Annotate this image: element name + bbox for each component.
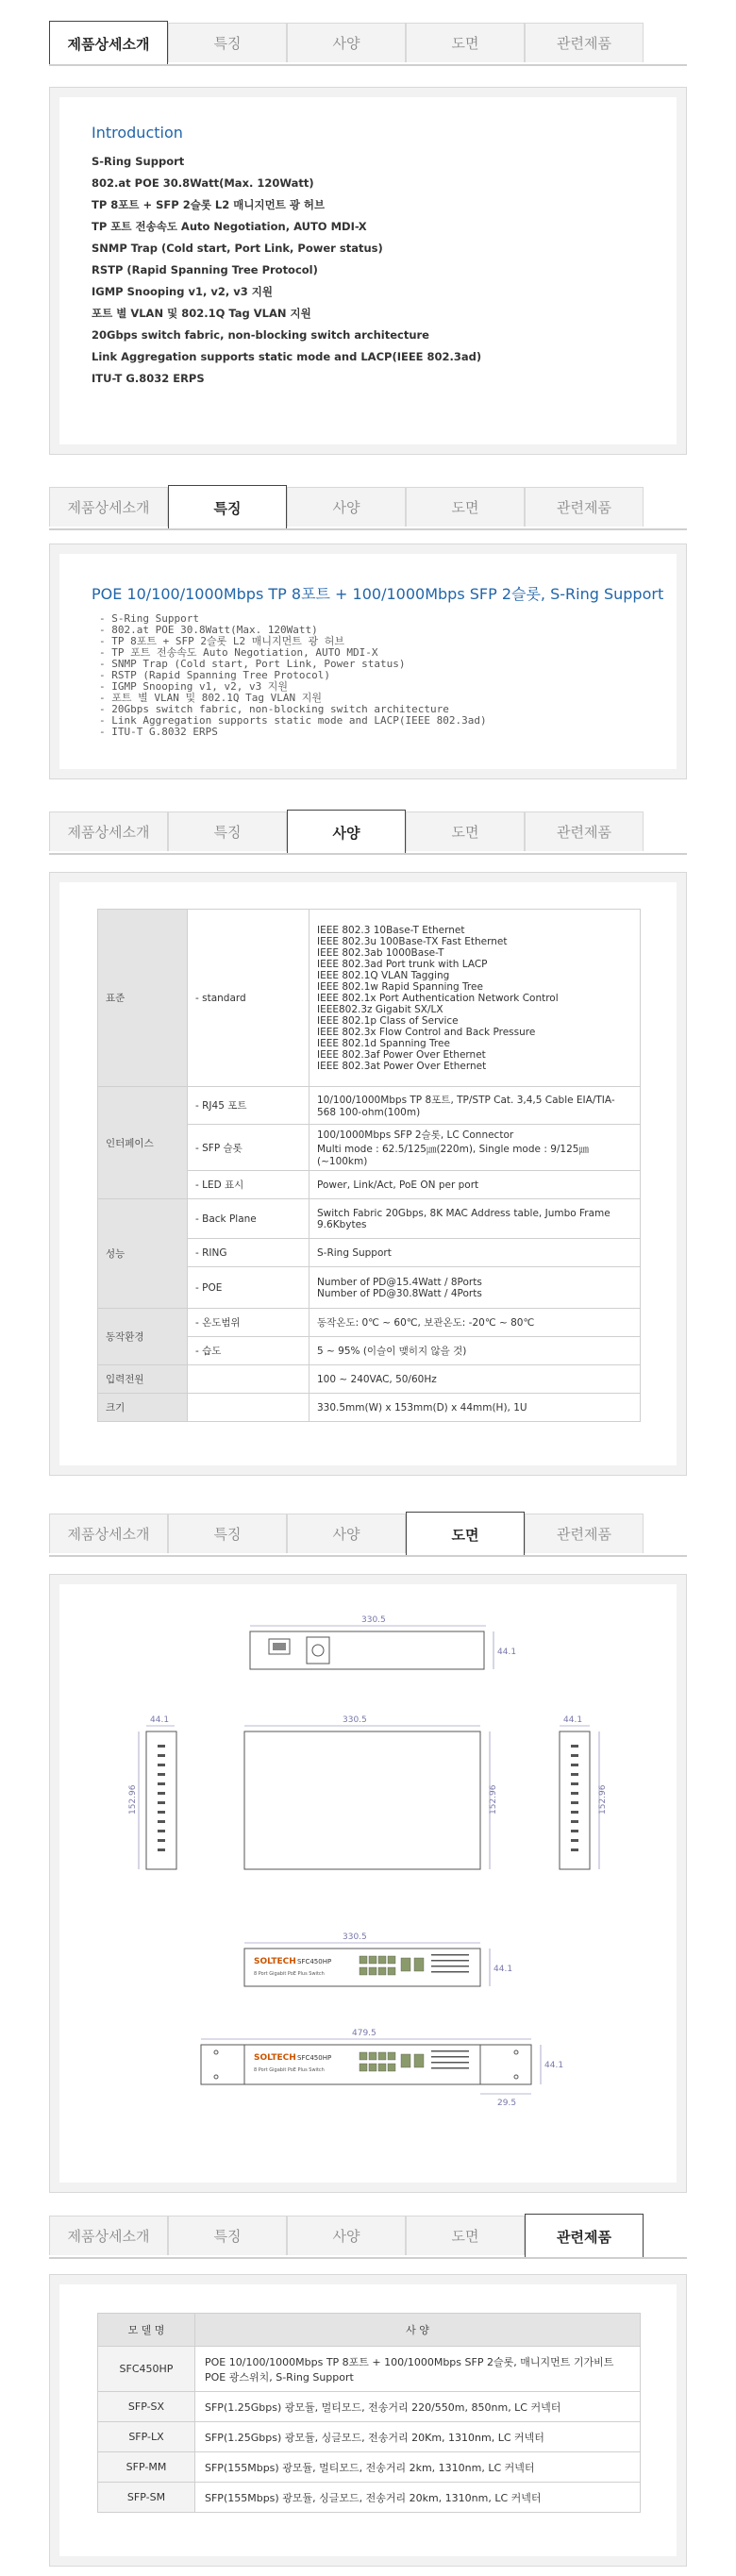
spec-subcategory: - POE	[188, 1267, 309, 1309]
front-view	[244, 1932, 512, 1986]
tab-specs[interactable]: 사양	[287, 1514, 406, 1553]
feature-item: - TP 8포트 + SFP 2슬롯 L2 매니지먼트 광 허브	[99, 635, 344, 647]
spec-line: IEEE 802.3af Power Over Ethernet	[317, 1048, 486, 1061]
tab-drawing[interactable]: 도면	[406, 1512, 525, 1555]
dim-right-depth-label: 152.96	[598, 1784, 608, 1815]
tab-specs[interactable]: 사양	[287, 23, 406, 62]
spec-line: IEEE802.3z Gigabit SX/LX	[317, 1003, 443, 1015]
spec-subcategory: - RJ45 포트	[188, 1087, 309, 1125]
table-row	[98, 1309, 641, 1337]
features-panel	[49, 544, 687, 779]
table-row	[98, 910, 641, 1087]
dim-front-width-label: 330.5	[343, 1932, 367, 1942]
tab-related[interactable]: 관련제품	[525, 1514, 644, 1553]
spec-value: 10/100/1000Mbps TP 8포트, TP/STP Cat. 3,4,5 Cable EIA/TIA-568 100-ohm(100m)	[309, 1087, 641, 1125]
table-row	[98, 1087, 641, 1125]
brand-logo: SOLTECH	[254, 1957, 296, 1966]
spec-subcategory: - 온도범위	[188, 1309, 309, 1337]
spec-line: IEEE 802.1x Port Authentication Network Control	[317, 992, 559, 1004]
spec-line: IEEE 802.3ab 1000Base-T	[317, 946, 444, 959]
feature-item: - 802.at POE 30.8Watt(Max. 120Watt)	[99, 624, 318, 636]
dim-top-depth-label: 152.96	[489, 1784, 498, 1815]
product-spec: SFP(155Mbps) 광모듈, 멀티모드, 전송거리 2km, 1310nm, LC 커넥터	[195, 2452, 641, 2483]
spec-category: 인터페이스	[98, 1087, 188, 1199]
top-view	[244, 1715, 498, 1869]
product-model[interactable]: SFP-LX	[98, 2422, 195, 2452]
spec-subcategory: - Back Plane	[188, 1199, 309, 1239]
feature-item: - ITU-T G.8032 ERPS	[99, 726, 218, 738]
product-spec: SFP(155Mbps) 광모듈, 싱글모드, 전송거리 20km, 1310nm, LC 커넥터	[195, 2483, 641, 2513]
tab-related[interactable]: 관련제품	[525, 487, 644, 527]
spec-category: 입력전원	[98, 1365, 188, 1394]
spec-value: Power, Link/Act, PoE ON per port	[309, 1171, 641, 1199]
spec-subcategory: - SFP 슬롯	[188, 1125, 309, 1171]
right-side-view	[560, 1715, 608, 1869]
tab-detail[interactable]: 제품상세소개	[49, 487, 168, 527]
spec-value: 100 ~ 240VAC, 50/60Hz	[309, 1365, 641, 1394]
spec-table	[97, 909, 641, 1422]
feature-item: - S-Ring Support	[99, 612, 199, 625]
intro-line: TP 포트 전송속도 Auto Negotiation, AUTO MDI-X	[92, 220, 367, 233]
tab-features[interactable]: 특징	[168, 23, 287, 62]
product-model[interactable]: SFC450HP	[98, 2347, 195, 2392]
dim-height-label: 44.1	[497, 1648, 517, 1657]
tab-detail[interactable]: 제품상세소개	[49, 2216, 168, 2255]
feature-item: - 20Gbps switch fabric, non-blocking switch architecture	[99, 703, 449, 715]
spec-line: Number of PD@15.4Watt / 8Ports	[317, 1276, 482, 1288]
spec-value: S-Ring Support	[309, 1239, 641, 1267]
tab-features[interactable]: 특징	[168, 2216, 287, 2255]
spec-subcategory	[188, 1365, 309, 1394]
product-spec: SFP(1.25Gbps) 광모듈, 싱글모드, 전송거리 20Km, 1310nm, LC 커넥터	[195, 2422, 641, 2452]
dim-depth-label: 152.96	[128, 1784, 138, 1815]
spec-line: 100/1000Mbps SFP 2슬롯, LC Connector	[317, 1129, 514, 1141]
intro-line: S-Ring Support	[92, 155, 185, 168]
table-header-row	[98, 2314, 641, 2347]
spec-value: 330.5mm(W) x 153mm(D) x 44mm(H), 1U	[309, 1394, 641, 1422]
dim-top-width-label: 330.5	[343, 1715, 367, 1725]
spec-line: IEEE 802.3u 100Base-TX Fast Ethernet	[317, 935, 508, 947]
table-row	[98, 2452, 641, 2483]
technical-drawing	[59, 1584, 677, 2183]
intro-line: IGMP Snooping v1, v2, v3 지원	[92, 285, 273, 298]
spec-category: 동작환경	[98, 1309, 188, 1365]
left-side-view	[128, 1715, 176, 1869]
spec-line: IEEE 802.3ad Port trunk with LACP	[317, 958, 488, 970]
spec-line: IEEE 802.3x Flow Control and Back Pressure	[317, 1026, 536, 1038]
spec-line: IEEE 802.1w Rapid Spanning Tree	[317, 980, 483, 993]
tab-features[interactable]: 특징	[168, 485, 287, 528]
product-model[interactable]: SFP-MM	[98, 2452, 195, 2483]
tab-drawing[interactable]: 도면	[406, 811, 525, 851]
dim-rack-width-label: 479.5	[352, 2029, 376, 2038]
spec-line: IEEE 802.3 10Base-T Ethernet	[317, 924, 465, 936]
specs-panel	[49, 872, 687, 1476]
spec-value: 동작온도: 0℃ ~ 60℃, 보관온도: -20℃ ~ 80℃	[309, 1309, 641, 1337]
product-spec: SFP(1.25Gbps) 광모듈, 멀티모드, 전송거리 220/550m, 850nm, LC 커넥터	[195, 2392, 641, 2422]
device-subtitle: 8 Port Gigabit PoE Plus Switch	[254, 1971, 325, 1977]
product-model[interactable]: SFP-SX	[98, 2392, 195, 2422]
dim-side-height-label: 44.1	[150, 1715, 170, 1725]
tab-related[interactable]: 관련제품	[525, 23, 644, 62]
table-row	[98, 1199, 641, 1239]
spec-category: 성능	[98, 1199, 188, 1309]
device-subtitle: 8 Port Gigabit PoE Plus Switch	[254, 2067, 325, 2073]
intro-line: RSTP (Rapid Spanning Tree Protocol)	[92, 263, 318, 276]
spec-line: IEEE 802.1Q VLAN Tagging	[317, 969, 450, 981]
tab-detail[interactable]: 제품상세소개	[49, 1514, 168, 1553]
dim-ear-label: 29.5	[497, 2099, 517, 2108]
tab-drawing[interactable]: 도면	[406, 2216, 525, 2255]
spec-value: 5 ~ 95% (이슬이 맺히지 않을 것)	[309, 1337, 641, 1365]
model-label: SFC450HP	[297, 2054, 332, 2062]
model-label: SFC450HP	[297, 1958, 332, 1965]
feature-item: - IGMP Snooping v1, v2, v3 지원	[99, 680, 289, 693]
related-panel	[49, 2274, 687, 2567]
column-header-spec: 사 양	[195, 2314, 641, 2347]
rack-front-view	[201, 2029, 563, 2108]
spec-subcategory: - standard	[188, 910, 309, 1087]
table-row	[98, 2347, 641, 2392]
tab-related[interactable]: 관련제품	[525, 2214, 644, 2257]
spec-line: IEEE 802.1p Class of Service	[317, 1014, 459, 1027]
spec-category: 크기	[98, 1394, 188, 1422]
spec-line: IEEE 802.1d Spanning Tree	[317, 1037, 450, 1049]
spec-line: Multi mode : 62.5/125㎛(220m), Single mode : 9/125㎛(~100km)	[317, 1144, 589, 1167]
tab-drawing[interactable]: 도면	[406, 487, 525, 527]
intro-line: ITU-T G.8032 ERPS	[92, 372, 205, 385]
spec-value	[309, 1125, 641, 1171]
table-row	[98, 2483, 641, 2513]
tab-features[interactable]: 특징	[168, 1514, 287, 1553]
dim-right-height-label: 44.1	[563, 1715, 583, 1725]
spec-value	[309, 910, 641, 1087]
intro-panel	[49, 87, 687, 455]
intro-line: TP 8포트 + SFP 2슬롯 L2 매니지먼트 광 허브	[92, 198, 326, 211]
feature-item: - 포트 별 VLAN 및 802.1Q Tag VLAN 지원	[99, 692, 322, 704]
tab-detail[interactable]: 제품상세소개	[49, 21, 168, 64]
feature-item: - SNMP Trap (Cold start, Port Link, Power status)	[99, 658, 406, 670]
spec-value: Switch Fabric 20Gbps, 8K MAC Address table, Jumbo Frame 9.6Kbytes	[309, 1199, 641, 1239]
table-row	[98, 1365, 641, 1394]
tab-drawing[interactable]: 도면	[406, 23, 525, 62]
tab-bar	[49, 23, 687, 66]
tab-specs[interactable]: 사양	[287, 810, 406, 853]
column-header-model: 모 델 명	[98, 2314, 195, 2347]
spec-subcategory: - LED 표시	[188, 1171, 309, 1199]
dim-rack-height-label: 44.1	[544, 2061, 564, 2070]
brand-logo: SOLTECH	[254, 2053, 296, 2063]
tab-bar	[49, 2216, 687, 2259]
tab-related[interactable]: 관련제품	[525, 811, 644, 851]
table-row	[98, 1394, 641, 1422]
product-spec: POE 10/100/1000Mbps TP 8포트 + 100/1000Mbps SFP 2슬롯, 매니지먼트 기가비트 POE 광스위치, S-Ring Support	[195, 2347, 641, 2392]
spec-subcategory	[188, 1394, 309, 1422]
tab-specs[interactable]: 사양	[287, 2216, 406, 2255]
feature-item: - TP 포트 전송속도 Auto Negotiation, AUTO MDI-X	[99, 646, 378, 659]
dim-width-label: 330.5	[361, 1615, 386, 1625]
intro-line: 포트 별 VLAN 및 802.1Q Tag VLAN 지원	[92, 307, 311, 320]
feature-item: - Link Aggregation supports static mode and LACP(IEEE 802.3ad)	[99, 714, 487, 727]
intro-line: 802.at POE 30.8Watt(Max. 120Watt)	[92, 176, 314, 190]
tab-bar	[49, 811, 687, 855]
tab-bar	[49, 1514, 687, 1557]
tab-features[interactable]: 특징	[168, 811, 287, 851]
product-model[interactable]: SFP-SM	[98, 2483, 195, 2513]
spec-subcategory: - 습도	[188, 1337, 309, 1365]
related-table	[97, 2313, 641, 2513]
tab-detail[interactable]: 제품상세소개	[49, 811, 168, 851]
table-row	[98, 2422, 641, 2452]
intro-title: Introduction	[92, 124, 183, 142]
tab-bar	[49, 487, 687, 530]
tab-specs[interactable]: 사양	[287, 487, 406, 527]
spec-line: Number of PD@30.8Watt / 4Ports	[317, 1287, 482, 1299]
feature-item: - RSTP (Rapid Spanning Tree Protocol)	[99, 669, 331, 681]
dim-front-height-label: 44.1	[493, 1965, 513, 1974]
spec-subcategory: - RING	[188, 1239, 309, 1267]
rear-view	[250, 1615, 516, 1669]
intro-line: 20Gbps switch fabric, non-blocking switch architecture	[92, 328, 429, 342]
drawing-panel	[49, 1574, 687, 2193]
spec-category: 표준	[98, 910, 188, 1087]
spec-value	[309, 1267, 641, 1309]
table-row	[98, 2392, 641, 2422]
features-title: POE 10/100/1000Mbps TP 8포트 + 100/1000Mbps SFP 2슬롯, S-Ring Support	[92, 585, 664, 603]
intro-line: Link Aggregation supports static mode and LACP(IEEE 802.3ad)	[92, 350, 482, 363]
spec-line: IEEE 802.3at Power Over Ethernet	[317, 1060, 487, 1072]
intro-line: SNMP Trap (Cold start, Port Link, Power status)	[92, 242, 383, 255]
